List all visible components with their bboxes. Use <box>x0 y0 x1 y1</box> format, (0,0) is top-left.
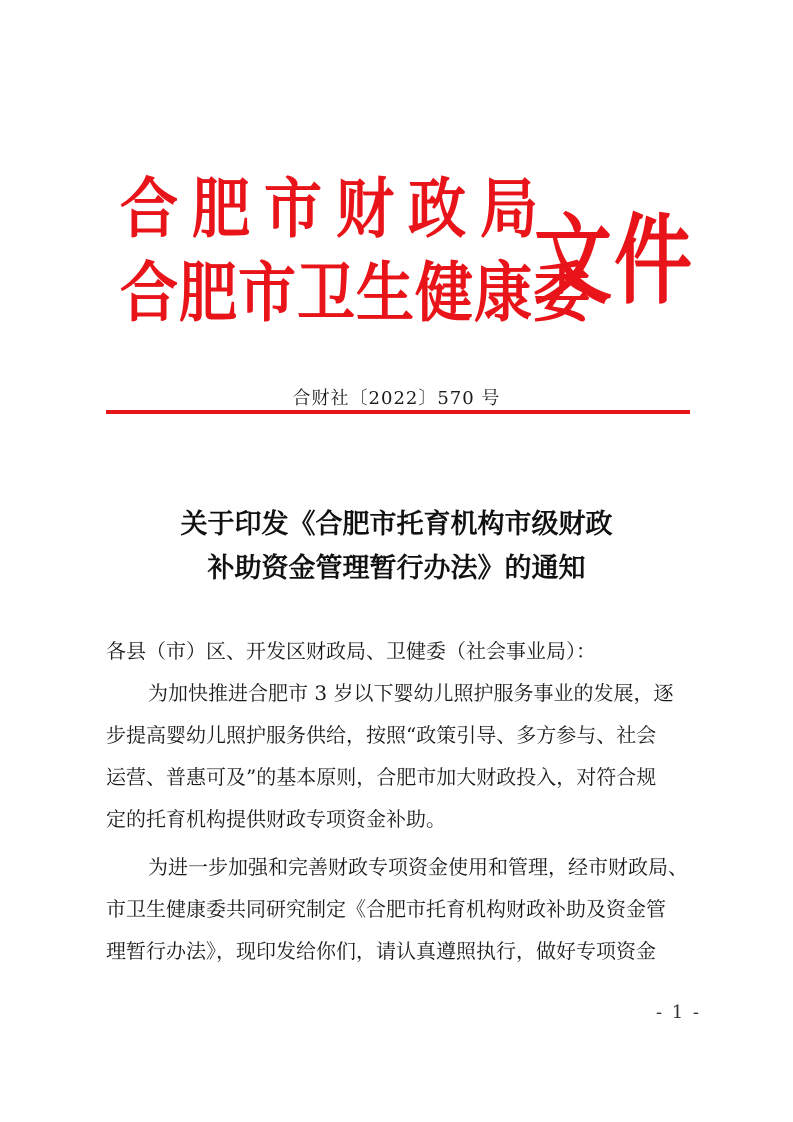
paragraph-line: 运营、普惠可及”的基本原则，合肥市加大财政投入，对符合规 <box>106 765 657 789</box>
paragraph-2 <box>106 846 696 972</box>
paragraph-line: 市卫生健康委共同研究制定《合肥市托育机构财政补助及资金管 <box>106 897 666 921</box>
document-title <box>0 503 793 591</box>
page-number: - 1 - <box>655 1002 701 1023</box>
issuer-finance-bureau: 合肥市财政局 <box>120 170 553 247</box>
paragraph-1 <box>106 672 696 840</box>
document-body <box>106 630 696 972</box>
title-line-2: 补助资金管理暂行办法》的通知 <box>207 553 586 584</box>
paragraph-line: 为进一步加强和完善财政专项资金使用和管理，经市财政局、 <box>148 855 688 879</box>
issuer-health-commission: 合肥市卫生健康委 <box>120 254 593 331</box>
paragraph-line: 定的托育机构提供财政专项资金补助。 <box>106 807 446 831</box>
document-type-label: 文件 <box>534 205 695 318</box>
document-header <box>0 0 793 420</box>
paragraph-line: 步提高婴幼儿照护服务供给，按照“政策引导、多方参与、社会 <box>106 723 657 747</box>
document-number: 合财社〔2022〕570 号 <box>292 388 501 409</box>
paragraph-line: 为加快推进合肥市 3 岁以下婴幼儿照护服务事业的发展，逐 <box>148 681 674 705</box>
red-separator-line <box>106 410 690 414</box>
title-line-1: 关于印发《合肥市托育机构市级财政 <box>180 509 613 540</box>
paragraph-line: 理暂行办法》，现印发给你们，请认真遵照执行，做好专项资金 <box>106 939 656 963</box>
salutation: 各县（市）区、开发区财政局、卫健委（社会事业局）： <box>106 639 596 663</box>
